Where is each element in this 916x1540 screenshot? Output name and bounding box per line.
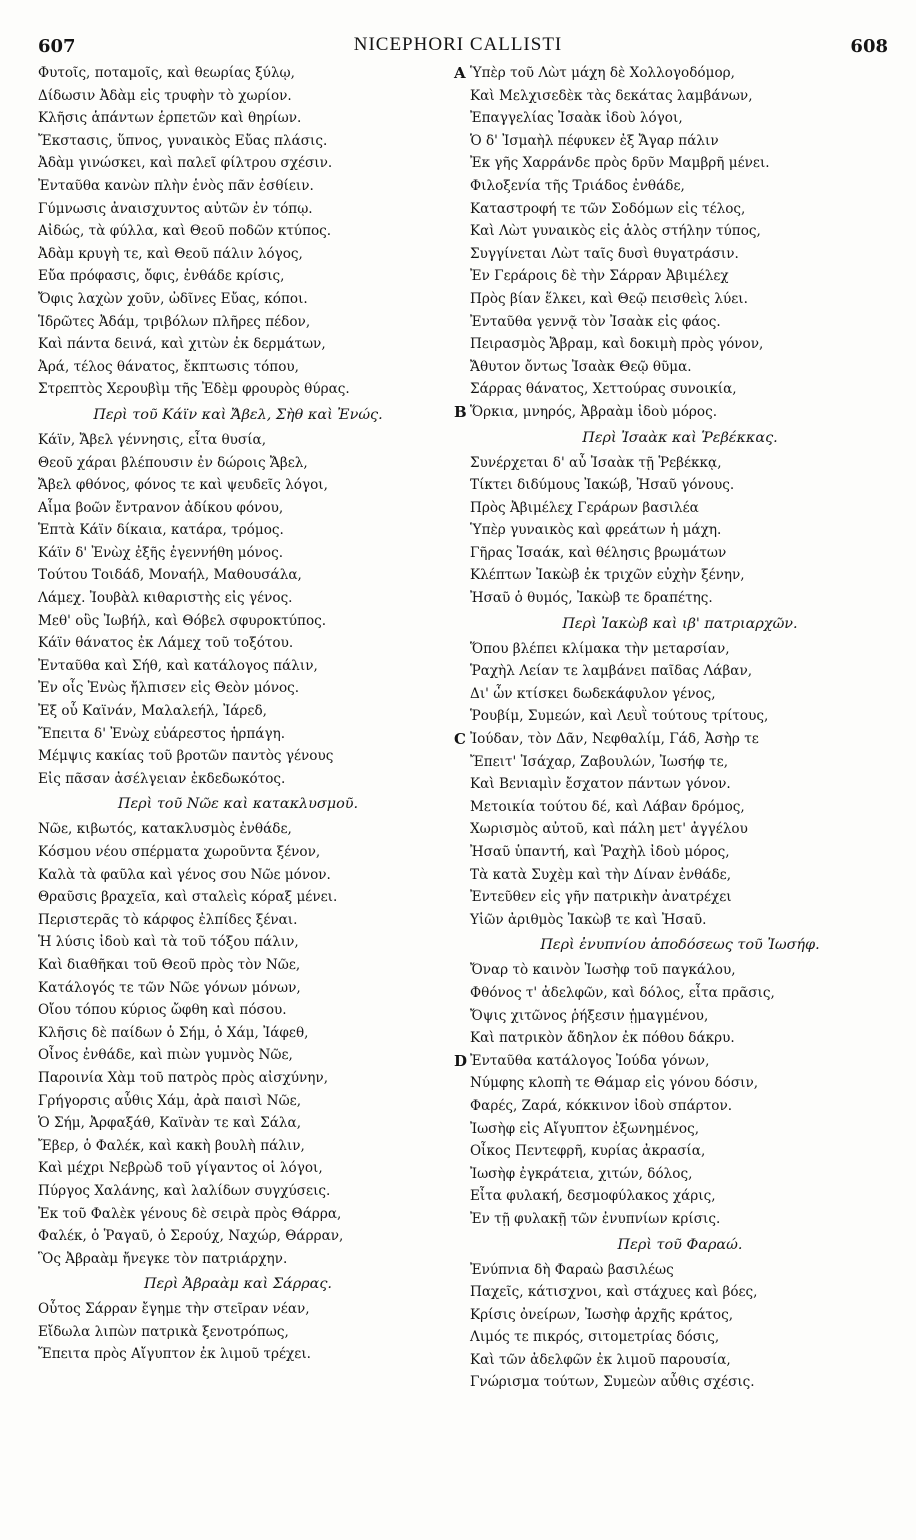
verse-line [470, 587, 890, 610]
verse-text: Ὁ Σήμ, Ἀρφαξάθ, Καϊνὰν τε καὶ Σάλα, [38, 1115, 302, 1132]
verse-text: Καὶ διαθῆκαι τοῦ Θεοῦ πρὸς τὸν Νῶε, [38, 956, 301, 973]
verse-text: Στρεπτὸς Χερουβὶμ τῆς Ἐδὲμ φρουρὸς θύρας. [38, 381, 350, 398]
verse-line [470, 564, 890, 587]
verse-line [470, 356, 890, 379]
verse-line [470, 818, 890, 841]
verse-text: Ἄθυτον ὄντως Ἰσαὰκ Θεῷ θῦμα. [470, 358, 692, 375]
verse-text: Ἐκ γῆς Χαρράνδε πρὸς δρῦν Μαμβρῆ μένει. [470, 155, 770, 172]
verse-line [38, 610, 438, 633]
verse-line [470, 959, 890, 982]
verse-text: Παροινία Χὰμ τοῦ πατρὸς πρὸς αἰσχύνην, [38, 1069, 329, 1086]
margin-letter: A [454, 64, 466, 82]
verse-text: Ἠσαῦ ὁ θυμός, Ἰακὼβ τε δραπέτης. [470, 590, 713, 607]
verse-line [470, 311, 890, 334]
page-number-left: 607 [38, 36, 76, 57]
verse-line [38, 564, 438, 587]
verse-text: Κάϊν, Ἄβελ γέννησις, εἶτα θυσία, [38, 431, 267, 448]
verse-line [470, 474, 890, 497]
verse-text: Εἶτα φυλακή, δεσμοφύλακος χάρις, [470, 1188, 716, 1205]
verse-line [38, 977, 438, 1000]
section-heading [470, 1231, 890, 1259]
verse-text: Καὶ Λὼτ γυναικὸς εἰς ἁλὸς στήλην τύπος, [470, 223, 761, 240]
verse-line [38, 723, 438, 746]
verse-text: Περιστερᾶς τὸ κάρφος ἐλπίδες ξέναι. [38, 911, 298, 928]
verse-line [470, 1072, 890, 1095]
verse-text: Αἷμα βοῶν ἔντρανον ἀδίκου φόνου, [38, 499, 284, 516]
verse-line [470, 1259, 890, 1282]
verse-line [38, 311, 438, 334]
verse-text: Πειρασμὸς Ἄβραμ, καὶ δοκιμὴ πρὸς γόνον, [470, 336, 764, 353]
verse-text: Υἱῶν ἀριθμὸς Ἰακὼβ τε καὶ Ἠσαῦ. [470, 911, 707, 928]
verse-line [38, 474, 438, 497]
verse-line [470, 378, 890, 401]
left-column [38, 62, 438, 1366]
verse-text: Αἰδώς, τὰ φύλλα, καὶ Θεοῦ ποδῶν κτύπος. [38, 223, 332, 240]
verse-text: Καὶ τῶν ἀδελφῶν ἐκ λιμοῦ παρουσία, [470, 1351, 731, 1368]
verse-text: Ἐν οἷς Ἐνὼς ἤλπισεν εἰς Θεὸν μόνος. [38, 680, 300, 697]
verse-text: Οἶκος Πεντεφρῆ, κυρίας ἀκρασία, [470, 1143, 706, 1160]
verse-text: Ἐνταῦθα κατάλογος Ἰούδα γόνων, [470, 1052, 710, 1069]
verse-line [470, 1140, 890, 1163]
verse-line [470, 1304, 890, 1327]
section-heading-text: Περὶ Ἰακὼβ καὶ ιβ' πατριαρχῶν. [562, 615, 798, 632]
verse-line [38, 999, 438, 1022]
verse-text: Τὰ κατὰ Συχὲμ καὶ τὴν Δίναν ἐνθάδε, [470, 866, 732, 883]
verse-line [470, 220, 890, 243]
verse-line [38, 356, 438, 379]
verse-text: Τούτου Τοιδάδ, Μοναήλ, Μαθουσάλα, [38, 567, 302, 584]
verse-text: Ὄναρ τὸ καινὸν Ἰωσὴφ τοῦ παγκάλου, [470, 962, 736, 979]
verse-text: Γῆρας Ἰσαάκ, καὶ θέλησις βρωμάτων [470, 544, 727, 561]
verse-line [38, 768, 438, 791]
verse-line [470, 705, 890, 728]
verse-line [38, 931, 438, 954]
verse-text: Φιλοξενία τῆς Τριάδος ἐνθάδε, [470, 177, 685, 194]
verse-text: Μετοικία τούτου δέ, καὶ Λάβαν δρόμος, [470, 798, 745, 815]
verse-text: Ἐντεῦθεν εἰς γῆν πατρικὴν ἀνατρέχει [470, 889, 732, 906]
verse-line [38, 1203, 438, 1226]
verse-line [470, 1349, 890, 1372]
verse-line [38, 841, 438, 864]
verse-text: Ἀδὰμ κρυγὴ τε, καὶ Θεοῦ πάλιν λόγος, [38, 245, 303, 262]
verse-line [38, 655, 438, 678]
verse-line [38, 152, 438, 175]
verse-line [38, 429, 438, 452]
verse-text: Καὶ πατρικὸν ἄδηλον ἐκ πόθου δάκρυ. [470, 1030, 735, 1047]
verse-line [470, 796, 890, 819]
verse-line [470, 1281, 890, 1304]
verse-line [38, 909, 438, 932]
verse-text: Σάρρας θάνατος, Χεττούρας συνοικία, [470, 381, 737, 398]
verse-text: Κάϊν δ' Ἐνὼχ ἐξῆς ἐγεννήθη μόνος. [38, 544, 284, 561]
verse-text: Καὶ πάντα δεινά, καὶ χιτὼν ἐκ δερμάτων, [38, 336, 326, 353]
verse-text: Φαλέκ, ὁ Ῥαγαῦ, ὁ Σερούχ, Ναχώρ, Θάρραν, [38, 1228, 344, 1245]
section-heading [470, 610, 890, 638]
verse-text: Ἡ λύσις ἰδοὺ καὶ τὰ τοῦ τόξου πάλιν, [38, 934, 299, 951]
verse-line [38, 587, 438, 610]
verse-line [38, 107, 438, 130]
verse-text: Κόσμου νέου σπέρματα χωροῦντα ξένον, [38, 844, 321, 860]
verse-line [470, 175, 890, 198]
section-heading [38, 1270, 438, 1298]
verse-text: Ἰωσὴφ ἐγκράτεια, χιτών, δόλος, [470, 1165, 693, 1182]
verse-line [470, 841, 890, 864]
verse-line [470, 333, 890, 356]
verse-line [470, 1326, 890, 1349]
verse-text: Συνέρχεται δ' αὖ Ἰσαὰκ τῇ Ῥεβέκκᾳ, [470, 454, 722, 471]
verse-text: Κατάλογός τε τῶν Νῶε γόνων μόνων, [38, 979, 301, 996]
verse-text: Ὄψις χιτῶνος ῥήξεσιν ᾑμαγμένου, [470, 1007, 709, 1024]
verse-text: Τίκτει διδύμους Ἰακώβ, Ἠσαῦ γόνους. [470, 477, 735, 494]
section-heading-text: Περὶ τοῦ Φαραώ. [617, 1236, 743, 1253]
verse-line [470, 909, 890, 932]
verse-line [38, 954, 438, 977]
verse-line [470, 519, 890, 542]
verse-text: Πρὸς Ἀβιμέλεχ Γεράρων βασιλέα [470, 499, 699, 516]
verse-line [38, 864, 438, 887]
verse-line [38, 886, 438, 909]
section-heading-text: Περὶ Ἀβραὰμ καὶ Σάρρας. [143, 1276, 333, 1293]
verse-text: Ἔπειτα δ' Ἐνὼχ εὐάρεστος ἡρπάγη. [38, 725, 286, 742]
verse-line [38, 1180, 438, 1203]
verse-text: Ἐν τῇ φυλακῇ τῶν ἐνυπνίων κρίσις. [470, 1210, 721, 1227]
verse-text: Γύμνωσις ἀναισχυντος αὐτῶν ἐν τόπῳ. [38, 200, 313, 217]
verse-line [454, 728, 890, 751]
verse-line [470, 660, 890, 683]
verse-line [470, 130, 890, 153]
verse-text: Ὑπὲρ τοῦ Λὼτ μάχη δὲ Χολλογοδόμορ, [470, 65, 735, 81]
verse-text: Μεθ' οὓς Ἰωβήλ, καὶ Θόβελ σφυροκτύπος. [38, 612, 327, 629]
verse-line [38, 85, 438, 108]
verse-line [38, 378, 438, 401]
verse-text: Εἰς πᾶσαν ἀσέλγειαν ἐκδεδωκότος. [38, 770, 286, 787]
verse-line [470, 243, 890, 266]
margin-letter: C [454, 730, 466, 749]
verse-text: Πρὸς βίαν ἕλκει, καὶ Θεῷ πεισθεὶς λύει. [470, 290, 748, 307]
section-heading [38, 401, 438, 429]
verse-line [470, 751, 890, 774]
verse-line [470, 152, 890, 175]
verse-text: Ἐνταῦθα γεννᾷ τὸν Ἰσαὰκ εἰς φάος. [470, 313, 721, 330]
verse-line [38, 220, 438, 243]
verse-line [470, 1185, 890, 1208]
verse-text: Ὅρκια, μνηρός, Ἀβραὰμ ἰδοὺ μόρος. [470, 403, 718, 420]
verse-text: Εἴδωλα λιπὼν πατρικὰ ξενοτρόπως, [38, 1323, 289, 1340]
verse-line [38, 1090, 438, 1113]
verse-line [38, 175, 438, 198]
verse-line [38, 265, 438, 288]
verse-text: Καὶ μέχρι Νεβρὼδ τοῦ γίγαντος οἱ λόγοι, [38, 1160, 323, 1177]
verse-line [38, 198, 438, 221]
verse-text: Ἠσαῦ ὑπαντή, καὶ Ῥαχὴλ ἰδοὺ μόρος, [470, 844, 730, 860]
verse-text: Καταστροφή τε τῶν Σοδόμων εἰς τέλος, [470, 200, 746, 217]
verse-line [38, 1343, 438, 1366]
verse-text: Θραῦσις βραχεῖα, καὶ σταλεὶς κόραξ μένει. [38, 889, 338, 906]
verse-text: Νύμφης κλοπὴ τε Θάμαρ εἰς γόνου δόσιν, [470, 1075, 759, 1092]
verse-line [470, 85, 890, 108]
verse-line [38, 519, 438, 542]
verse-text: Ἔκστασις, ὕπνος, γυναικὸς Εὔας πλάσις. [38, 132, 328, 149]
verse-text: Καὶ Μελχισεδὲκ τὰς δεκάτας λαμβάνων, [470, 87, 753, 104]
verse-text: Παχεῖς, κάτισχνοι, καὶ στάχυες καὶ βόες, [470, 1284, 758, 1301]
section-heading-text: Περὶ τοῦ Νῶε καὶ κατακλυσμοῦ. [117, 796, 359, 813]
verse-text: Δι' ὧν κτίσκει δωδεκάφυλον γένος, [470, 685, 716, 702]
verse-line [470, 683, 890, 706]
verse-text: Μέμψις κακίας τοῦ βροτῶν παντὸς γένους [38, 748, 334, 765]
verse-text: Φθόνος τ' ἀδελφῶν, καὶ δόλος, εἶτα πρᾶσις, [470, 984, 775, 1001]
verse-line [470, 1208, 890, 1231]
section-heading-text: Περὶ ἐνυπνίου ἀποδόσεως τοῦ Ἰωσήφ. [540, 937, 820, 954]
verse-text: Γρήγορσις αὖθις Χάμ, ἀρὰ παισὶ Νῶε, [38, 1092, 302, 1109]
verse-line [38, 62, 438, 85]
verse-text: Ἐκ τοῦ Φαλὲκ γένους δὲ σειρὰ πρὸς Θάρρα, [38, 1205, 342, 1222]
verse-text: Νῶε, κιβωτός, κατακλυσμὸς ἐνθάδε, [38, 821, 292, 838]
verse-line [470, 1163, 890, 1186]
verse-text: Ὃς Ἀβραὰμ ἤνεγκε τὸν πατριάρχην. [38, 1250, 288, 1267]
verse-line [38, 1067, 438, 1090]
verse-text: Θεοῦ χάραι βλέπουσιν ἐν δώροις Ἄβελ, [38, 454, 308, 471]
verse-line [470, 886, 890, 909]
verse-text: Εὔα πρόφασις, ὄφις, ἐνθάδε κρίσις, [38, 268, 285, 285]
verse-text: Οἴου τόπου κύριος ὤφθη καὶ πόσου. [38, 1002, 287, 1019]
verse-line [38, 1112, 438, 1135]
verse-line [470, 542, 890, 565]
verse-text: Ἀδὰμ γινώσκει, καὶ παλεῖ φίλτρου σχέσιν. [38, 155, 333, 172]
verse-line [38, 1225, 438, 1248]
verse-line [470, 864, 890, 887]
verse-line [454, 1050, 890, 1073]
verse-line [38, 1321, 438, 1344]
verse-text: Πύργος Χαλάνης, καὶ λαλίδων συγχύσεις. [38, 1182, 331, 1199]
verse-line [470, 1371, 890, 1394]
verse-text: Ἱδρῶτες Ἀδάμ, τριβόλων πλῆρες πέδον, [38, 313, 311, 330]
verse-line [38, 542, 438, 565]
verse-text: Φυτοῖς, ποταμοῖς, καὶ θεωρίας ξύλῳ, [38, 65, 295, 81]
verse-line [38, 745, 438, 768]
verse-text: Ἀρά, τέλος θάνατος, ἔκπτωσις τόπου, [38, 358, 299, 375]
verse-line [38, 1044, 438, 1067]
verse-text: Κρίσις ὀνείρων, Ἰωσὴφ ἀρχῆς κράτος, [470, 1306, 734, 1323]
verse-text: Ἐνταῦθα κανὼν πλὴν ἑνὸς πᾶν ἐσθίειν. [38, 177, 314, 194]
verse-line [470, 982, 890, 1005]
verse-line [38, 700, 438, 723]
verse-line [38, 677, 438, 700]
verse-text: Δίδωσιν Ἀδὰμ εἰς τρυφὴν τὸ χωρίον. [38, 87, 292, 104]
verse-line [470, 198, 890, 221]
verse-text: Κλέπτων Ἰακὼβ ἐκ τριχῶν εὐχὴν ξένην, [470, 567, 745, 584]
verse-text: Ὁ δ' Ἰσμαὴλ πέφυκεν ἐξ Ἄγαρ πάλιν [470, 132, 719, 149]
verse-text: Καὶ Βενιαμὶν ἔσχατον πάντων γόνον. [470, 776, 731, 793]
verse-line [470, 107, 890, 130]
section-heading-text: Περὶ Ἰσαὰκ καὶ Ῥεβέκκας. [582, 429, 778, 446]
verse-text: Ἄβελ φθόνος, φόνος τε καὶ ψευδεῖς λόγοι, [38, 477, 328, 494]
verse-line [470, 1027, 890, 1050]
verse-text: Καλὰ τὰ φαῦλα καὶ γένος σου Νῶε μόνον. [38, 866, 331, 883]
verse-line [470, 452, 890, 475]
verse-text: Ὑπὲρ γυναικὸς καὶ φρεάτων ἡ μάχη. [470, 522, 722, 539]
running-head: NICEPHORI CALLISTI [353, 34, 563, 55]
verse-line [38, 288, 438, 311]
verse-line [454, 401, 890, 424]
verse-text: Ῥουβίμ, Συμεών, καὶ Λευῒ τούτους τρίτους, [470, 708, 769, 725]
section-heading [470, 424, 890, 452]
verse-text: Ἔπειτ' Ἰσάχαρ, Ζαβουλών, Ἰωσήφ τε, [470, 753, 729, 770]
verse-text: Οὗτος Σάρραν ἔγημε τὴν στεῖραν νέαν, [38, 1301, 310, 1318]
verse-line [38, 1298, 438, 1321]
verse-text: Κλῆσις δὲ παίδων ὁ Σήμ, ὁ Χάμ, Ἰάφεθ, [38, 1024, 309, 1041]
verse-text: Συγγίνεται Λὼτ ταῖς δυσὶ θυγατράσιν. [470, 245, 739, 262]
verse-text: Ἐξ οὗ Καϊνάν, Μαλαλεήλ, Ἰάρεδ, [38, 703, 267, 720]
verse-line [38, 452, 438, 475]
section-heading-text: Περὶ τοῦ Κάϊν καὶ Ἄβελ, Σὴθ καὶ Ἐνώς. [93, 406, 383, 423]
margin-letter: B [454, 402, 467, 421]
right-column [454, 62, 890, 1394]
verse-text: Ὄφις λαχὼν χοῦν, ὠδῖνες Εὔας, κόποι. [38, 290, 308, 307]
verse-line [38, 1022, 438, 1045]
verse-line [470, 1005, 890, 1028]
verse-text: Κάϊν θάνατος ἐκ Λάμεχ τοῦ τοξότου. [38, 635, 294, 652]
verse-line [470, 773, 890, 796]
verse-text: Ἰούδαν, τὸν Δᾶν, Νεφθαλίμ, Γάδ, Ἀσὴρ τε [470, 731, 759, 748]
verse-text: Ἑπτὰ Κάϊν δίκαια, κατάρα, τρόμος. [38, 522, 284, 539]
section-heading [38, 790, 438, 818]
verse-line [38, 333, 438, 356]
verse-line [470, 1095, 890, 1118]
verse-text: Ῥαχὴλ Λείαν τε λαμβάνει παῖδας Λάβαν, [470, 663, 753, 680]
verse-line [38, 1135, 438, 1158]
verse-line [38, 497, 438, 520]
verse-text: Κλῆσις ἁπάντων ἑρπετῶν καὶ θηρίων. [38, 110, 302, 127]
verse-line [38, 818, 438, 841]
verse-text: Οἶνος ἐνθάδε, καὶ πιὼν γυμνὸς Νῶε, [38, 1047, 293, 1064]
verse-text: Ἐπαγγελίας Ἰσαὰκ ἰδοὺ λόγοι, [470, 110, 683, 127]
verse-text: Ἰωσὴφ εἰς Αἴγυπτον ἐξωνημένος, [470, 1120, 700, 1137]
verse-text: Ἔπειτα πρὸς Αἴγυπτον ἐκ λιμοῦ τρέχει. [38, 1346, 311, 1363]
verse-text: Ἐν Γεράροις δὲ τὴν Σάρραν Ἀβιμέλεχ [470, 268, 729, 285]
verse-line [470, 1118, 890, 1141]
verse-text: Χωρισμὸς αὐτοῦ, καὶ πάλη μετ' ἀγγέλου [470, 821, 748, 838]
verse-line [38, 130, 438, 153]
verse-text: Φαρές, Ζαρά, κόκκινον ἰδοὺ σπάρτον. [470, 1097, 733, 1114]
verse-text: Ἔβερ, ὁ Φαλέκ, καὶ κακὴ βουλὴ πάλιν, [38, 1137, 305, 1154]
verse-text: Λιμός τε πικρός, σιτομετρίας δόσις, [470, 1329, 720, 1346]
margin-letter: D [454, 1051, 468, 1070]
verse-text: Ὅπου βλέπει κλίμακα τὴν μεταρσίαν, [470, 640, 730, 657]
verse-line [38, 1248, 438, 1271]
verse-line [470, 497, 890, 520]
verse-line [38, 1157, 438, 1180]
verse-text: Γνώρισμα τούτων, Συμεὼν αὖθις σχέσις. [470, 1374, 755, 1391]
verse-text: Λάμεχ. Ἰουβὰλ κιθαριστὴς εἰς γένος. [38, 590, 293, 607]
page-number-right: 608 [850, 36, 888, 57]
verse-line [38, 243, 438, 266]
verse-text: Ἐνταῦθα καὶ Σήθ, καὶ κατάλογος πάλιν, [38, 657, 318, 674]
verse-line [38, 632, 438, 655]
section-heading [470, 931, 890, 959]
verse-line [470, 638, 890, 661]
verse-line [454, 62, 890, 85]
verse-line [470, 265, 890, 288]
verse-line [470, 288, 890, 311]
verse-text: Ἐνύπνια δὴ Φαραὼ βασιλέως [470, 1261, 674, 1278]
